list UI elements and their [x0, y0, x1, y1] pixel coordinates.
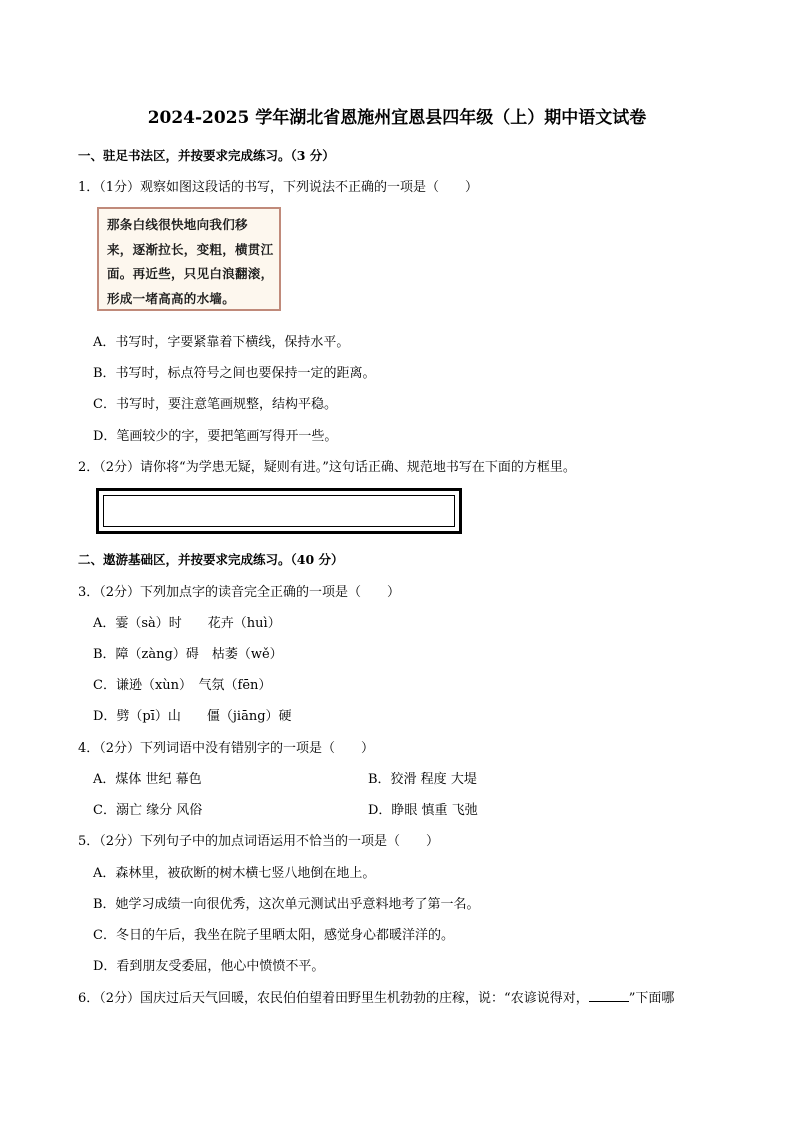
- fill-in-blank[interactable]: [589, 989, 629, 1002]
- question-5-option-d: D．看到朋友受委屈，他心中愤愤不平。: [93, 959, 325, 974]
- question-5-option-a: A．森林里，被砍断的树木横七竖八地倒在地上。: [93, 866, 376, 881]
- handwriting-line: 面。再近些，只见白浪翻滚，: [107, 266, 274, 281]
- question-1-option-d: D．笔画较少的字，要把笔画写得开一些。: [93, 429, 338, 444]
- handwriting-sample-image: [97, 207, 281, 311]
- question-3-option-b: B．障（zàng）碍 枯萎（wě）: [93, 647, 283, 662]
- handwriting-line: 那条白线很快地向我们移: [107, 217, 248, 232]
- answer-writing-box-inner-border: [103, 495, 455, 527]
- question-4-option-c: C．溺亡 缘分 风俗: [93, 803, 203, 818]
- question-1-stem: 1．（1分）观察如图这段话的书写，下列说法不正确的一项是（ ）: [78, 180, 479, 195]
- question-1-option-a: A．书写时，字要紧靠着下横线，保持水平。: [93, 335, 350, 350]
- question-3-option-c: C．谦逊（xùn） 气氛（fēn）: [93, 678, 272, 693]
- section-heading-2: 二、遨游基础区，并按要求完成练习。（40 分）: [78, 552, 344, 567]
- question-1-option-b: B．书写时，标点符号之间也要保持一定的距离。: [93, 366, 376, 381]
- question-6-stem: [78, 987, 674, 1006]
- question-2-stem: 2．（2分）请你将“为学患无疑，疑则有进。”这句话正确、规范地书写在下面的方框里。: [78, 460, 576, 475]
- question-4-option-b: B．狡滑 程度 大堤: [368, 772, 477, 787]
- question-5-option-b: B．她学习成绩一向很优秀，这次单元测试出乎意料地考了第一名。: [93, 897, 480, 912]
- question-4-stem: 4．（2分）下列词语中没有错别字的一项是（ ）: [78, 741, 375, 756]
- question-6-stem-text: 6．（2分）国庆过后天气回暖，农民伯伯望着田野里生机勃勃的庄稼，说：“农谚说得对，: [78, 991, 589, 1006]
- question-3-stem: 3．（2分）下列加点字的读音完全正确的一项是（ ）: [78, 585, 401, 600]
- question-4-option-a: A．煤体 世纪 幕色: [93, 772, 202, 787]
- page-title: 2024-2025 学年湖北省恩施州宜恩县四年级（上）期中语文试卷: [147, 108, 647, 128]
- handwriting-line: 来，逐渐拉长，变粗，横贯江: [107, 241, 274, 257]
- answer-writing-box[interactable]: [96, 488, 462, 534]
- question-3-option-a: A．霎（sà）时 花卉（huì）: [93, 616, 281, 631]
- question-5-stem: 5．（2分）下列句子中的加点词语运用不恰当的一项是（ ）: [78, 834, 440, 849]
- question-3-option-d: D．劈（pī）山 僵（jiāng）硬: [93, 709, 292, 724]
- question-6-stem-tail: ”下面哪: [628, 991, 675, 1006]
- question-1-option-c: C．书写时，要注意笔画规整，结构平稳。: [93, 397, 337, 412]
- question-4-option-d: D．睁眼 慎重 飞弛: [368, 803, 478, 818]
- handwriting-line: 形成一堵高高的水墙。: [107, 290, 236, 306]
- question-5-option-c: C．冬日的午后，我坐在院子里晒太阳，感觉身心都暖洋洋的。: [93, 928, 454, 943]
- section-heading-1: 一、驻足书法区，并按要求完成练习。（3 分）: [78, 148, 335, 163]
